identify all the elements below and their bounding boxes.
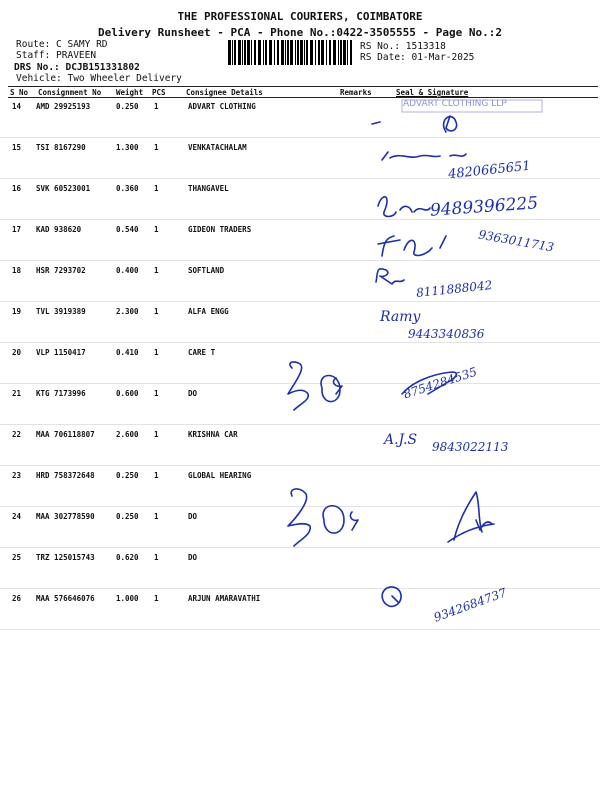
barcode-bar [244, 40, 246, 65]
row-consignment-no: AMD 29925193 [36, 102, 91, 111]
barcode-bar [287, 40, 289, 65]
col-header-consignment: Consignment No [38, 88, 102, 97]
table-row [0, 96, 600, 138]
row-pcs: 1 [154, 266, 159, 275]
row-consignment-no: KAD 938620 [36, 225, 82, 234]
col-header-weight: Weight [116, 88, 144, 97]
barcode-bar [228, 40, 231, 65]
row-weight: 0.250 [116, 471, 139, 480]
row-consignee: ARJUN AMARAVATHI [188, 594, 261, 603]
row-consignment-no: MAA 576646076 [36, 594, 95, 603]
barcode-bar [318, 40, 320, 65]
rs-date: RS Date: 01-Mar-2025 [360, 52, 475, 63]
row-weight: 1.300 [116, 143, 139, 152]
barcode-bar [265, 40, 267, 65]
table-row [0, 506, 600, 548]
row-sno: 24 [12, 512, 22, 521]
barcode-bar [232, 40, 233, 65]
row-weight: 2.600 [116, 430, 139, 439]
barcode-bar [333, 40, 336, 65]
barcode-bar [304, 40, 305, 65]
row-sno: 26 [12, 594, 22, 603]
table-row [0, 588, 600, 630]
row-weight: 0.410 [116, 348, 139, 357]
row-consignee: GLOBAL HEARING [188, 471, 252, 480]
handwritten-phone-15: 4820665651 [447, 158, 532, 183]
row-pcs: 1 [154, 102, 159, 111]
row-consignment-no: TRZ 125015743 [36, 553, 95, 562]
row-sno: 21 [12, 389, 22, 398]
row-weight: 0.620 [116, 553, 139, 562]
col-header-remarks: Remarks [340, 88, 372, 97]
row-weight: 0.360 [116, 184, 139, 193]
row-weight: 0.400 [116, 266, 139, 275]
col-header-consignee: Consignee Details [186, 88, 263, 97]
row-weight: 0.250 [116, 102, 139, 111]
table-row [0, 301, 600, 343]
table-row [0, 383, 600, 425]
barcode-bar [297, 40, 299, 65]
row-sno: 20 [12, 348, 22, 357]
barcode-bar [347, 40, 348, 65]
row-consignee: KRISHNA CAR [188, 430, 238, 439]
document-title: THE PROFESSIONAL COURIERS, COIMBATORE [177, 10, 423, 23]
row-pcs: 1 [154, 225, 159, 234]
barcode-bar [234, 40, 236, 65]
document-subtitle: Delivery Runsheet - PCA - Phone No.:0422-3505555 - Page No.:2 [98, 26, 502, 39]
handwritten-phone-17: 9363011713 [477, 227, 555, 255]
row-pcs: 1 [154, 307, 159, 316]
barcode-bar [242, 40, 243, 65]
staff-label: Staff: PRAVEEN [16, 50, 97, 61]
table-row [0, 547, 600, 589]
row-weight: 0.540 [116, 225, 139, 234]
row-consignment-no: MAA 706118807 [36, 430, 95, 439]
handwritten-name-22: A.J.S [384, 432, 418, 448]
row-sno: 18 [12, 266, 22, 275]
vehicle-label: Vehicle: Two Wheeler Delivery [16, 73, 182, 84]
row-sno: 15 [12, 143, 22, 152]
row-sno: 19 [12, 307, 22, 316]
barcode-bar [338, 40, 339, 65]
barcode-bar [238, 40, 241, 65]
barcode [228, 40, 354, 65]
row-pcs: 1 [154, 348, 159, 357]
row-sno: 17 [12, 225, 22, 234]
barcode-bar [310, 40, 313, 65]
row-consignee: DO [188, 512, 198, 521]
barcode-bar [295, 40, 296, 65]
col-header-sno: S No [10, 88, 29, 97]
handwritten-phone-26: 9342684737 [431, 585, 509, 625]
barcode-bar [340, 40, 342, 65]
barcode-bar [274, 40, 275, 65]
row-consignment-no: HRD 758372648 [36, 471, 95, 480]
barcode-bar [254, 40, 256, 65]
table-row [0, 342, 600, 384]
row-pcs: 1 [154, 184, 159, 193]
barcode-bar [285, 40, 286, 65]
handwritten-phone-18: 8111888042 [415, 278, 493, 300]
col-header-pcs: PCS [152, 88, 166, 97]
barcode-bar [247, 40, 250, 65]
row-consignment-no: KTG 7173996 [36, 389, 86, 398]
row-consignment-no: HSR 7293702 [36, 266, 86, 275]
row-consignee: DO [188, 553, 198, 562]
row-sno: 16 [12, 184, 22, 193]
row-consignee: DO [188, 389, 198, 398]
barcode-bar [290, 40, 293, 65]
barcode-bar [326, 40, 327, 65]
row-consignment-no: TVL 3919389 [36, 307, 86, 316]
barcode-bar [329, 40, 331, 65]
table-row [0, 424, 600, 466]
barcode-bar [300, 40, 303, 65]
barcode-bar [315, 40, 316, 65]
handwritten-name-19: Ramy [380, 309, 421, 325]
row-weight: 0.600 [116, 389, 139, 398]
handwritten-phone-22: 9843022113 [432, 440, 509, 454]
drs-number: DRS No.: DCJB151331802 [14, 62, 140, 73]
row-consignee: VENKATACHALAM [188, 143, 247, 152]
row-weight: 0.250 [116, 512, 139, 521]
row-consignee: CARE T [188, 348, 216, 357]
row-pcs: 1 [154, 594, 159, 603]
row-pcs: 1 [154, 471, 159, 480]
row-sno: 23 [12, 471, 22, 480]
barcode-bar [263, 40, 264, 65]
row-consignment-no: VLP 1150417 [36, 348, 86, 357]
row-consignment-no: TSI 8167290 [36, 143, 86, 152]
row-consignment-no: MAA 302778590 [36, 512, 95, 521]
row-sno: 25 [12, 553, 22, 562]
row-pcs: 1 [154, 553, 159, 562]
handwritten-phone-16: 9489396225 [429, 193, 539, 221]
barcode-bar [306, 40, 308, 65]
handwritten-phone-19: 9443340836 [408, 327, 485, 341]
barcode-bar [343, 40, 346, 65]
handwritten-phone-21: 8754284535 [401, 364, 479, 402]
barcode-bar [277, 40, 279, 65]
barcode-bar [258, 40, 261, 65]
row-consignment-no: SVK 60523001 [36, 184, 91, 193]
rs-number: RS No.: 1513318 [360, 41, 446, 52]
row-consignee: ADVART CLOTHING [188, 102, 256, 111]
row-sno: 14 [12, 102, 22, 111]
row-consignee: SOFTLAND [188, 266, 225, 275]
row-consignee: THANGAVEL [188, 184, 229, 193]
col-header-seal-signature: Seal & Signature [396, 88, 469, 97]
row-pcs: 1 [154, 389, 159, 398]
route-label: Route: C SAMY RD [16, 39, 108, 50]
barcode-bar [321, 40, 324, 65]
table-row [0, 465, 600, 507]
row-consignee: GIDEON TRADERS [188, 225, 252, 234]
barcode-bar [269, 40, 272, 65]
table-row [0, 260, 600, 302]
header-rule-top [8, 86, 598, 87]
row-consignee: ALFA ENGG [188, 307, 229, 316]
row-pcs: 1 [154, 143, 159, 152]
barcode-bar [251, 40, 252, 65]
stamp-text: ADVART CLOTHING LLP [403, 99, 507, 109]
barcode-bar [281, 40, 284, 65]
barcode-bar [350, 40, 352, 65]
row-sno: 22 [12, 430, 22, 439]
row-pcs: 1 [154, 430, 159, 439]
row-pcs: 1 [154, 512, 159, 521]
row-weight: 2.300 [116, 307, 139, 316]
row-weight: 1.000 [116, 594, 139, 603]
